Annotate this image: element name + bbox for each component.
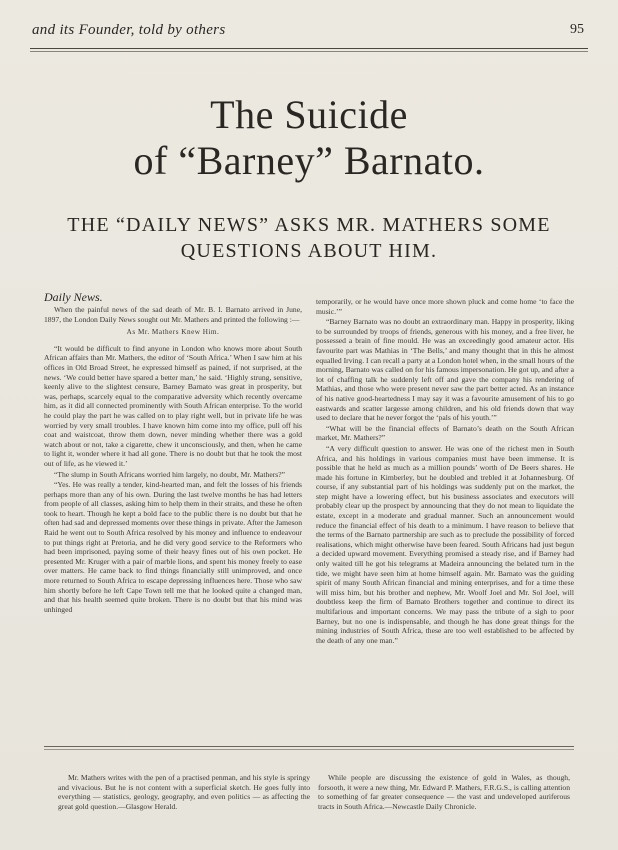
paragraph: “The slump in South Africans worried him largely, no doubt, Mr. Mathers?” <box>54 469 285 479</box>
article-title <box>30 92 588 184</box>
paragraph: temporarily, or he would have once more shown pluck and come home ‘to face the music.’” <box>316 297 574 316</box>
title-line-1: The Suicide <box>210 92 408 137</box>
paragraph: “It would be difficult to find anyone in London who knows more about South African affairs than Mr. Mathers, the editor of ‘South Africa.’ When I saw him at his offices in Old Broad Street, he expressed himself as pained, if not surprised, at the news. ‘We could better have spared a better man,’ he said. ‘Highly strung, sensitive, keenly alive to the slightest censure, Barney Barnato was great in prosperity, but was, perhaps, scarcely equal to the comparative adversity which recently overcame him, as it did all connected prominently with South African enterprise. To the world he could play the part he was called on to play right well, but in private life he was worried by very small troubles. I have known him come into my office, pull off his coat and waistcoat, throw them down, never minding whether there was a gold watch about or not, take a cigarette, chew it unconsciously, and then, when he came to light it, wonder where it had all gone. There is no doubt but that he took the most out of life, as he viewed it.’ <box>44 343 302 468</box>
right-column <box>316 297 574 646</box>
paragraph: “A very difficult question to answer. He was one of the richest men in South Africa, and his holdings in various companies must have been immense. It is possible that he held as much as a million pounds’ worth of De Beers shares. He made his fortune in Kimberley, but he doubled and trebled it at Johannesburg. Of course, if any substantial part of his holdings was suddenly put on the market, the step might have a lowering effect, but his business associates and executors will probably clear up the prospect by announcing that they do not mean to liquidate the estate, except in a moderate and gradual manner. Such an announcement would reduce the financial effect of his death to a minimum. I have reason to believe that the terms of the Barnato partnership are such as to preclude the possibility of forced realisations, which might otherwise have been feared. South Africans had just begun a decided upward movement. Everything promised a steady rise, and if Barney had only waited till he got his telegrams at Madeira announcing the belated turn in the tide, we might have seen him at home himself again. Mr. Barnato was the guiding spirit of many South African financial and mining enterprises, and for a time these will miss him, but his brother and nephew, Mr. Woolf Joel and Mr. Sol Joel, will doubtless keep the firm of Barnato Brothers together and continue to direct its multifarious and important concerns. We may pass the tribute of a sigh to poor Barney, but no one is indispensable, and though he has done great things for the mining industries of South Africa, these are too well established to be affected by the death of any one man.” <box>316 443 574 645</box>
paragraph: When the painful news of the sad death of Mr. B. I. Barnato arrived in June, 1897, the London Daily News sought out Mr. Mathers and printed the following :— <box>44 305 302 324</box>
title-line-2: of “Barney” Barnato. <box>133 138 485 183</box>
subtitle-line-2: QUESTIONS ABOUT HIM. <box>180 240 438 262</box>
running-title: and its Founder, told by others <box>32 22 226 38</box>
page-header <box>30 20 588 44</box>
press-quote-left <box>58 773 310 811</box>
left-column <box>44 290 302 615</box>
footer-rule-thin <box>44 749 574 750</box>
article-subtitle <box>30 212 588 264</box>
subtitle-line-1: THE “DAILY NEWS” ASKS MR. MATHERS SOME <box>67 214 551 236</box>
press-quote-right <box>318 773 570 811</box>
paragraph: “Barney Barnato was no doubt an extraordinary man. Happy in prosperity, liking to be surrounded by troops of friends, generous with his money, and a free liver, he possessed a brain of fine mould. He was an exceedingly good amateur actor. His favourite part was Mathias in ‘The Bells,’ and many thought that in this he almost equalled Irving. I can recall a party at a London hotel when, in the small hours of the morning, Barnato was called on for his famous impersonation. He got up, and after a lot of chaffing talk he suddenly left off and gave the company his rendering of Mathias, and those who were present never saw the part better acted. As an instance of his native good-heartedness I may say it was a favourite amusement of his to go eastwards and scatter largesse among children, and his old friends down that way used to declare that he never forgot the ‘pals of his youth.’” <box>316 317 574 423</box>
section-heading: As Mr. Mathers Knew Him. <box>126 328 220 337</box>
page-number: 95 <box>570 22 584 37</box>
footer-rule <box>44 746 574 747</box>
header-rule <box>30 48 588 49</box>
press-quote-text: While people are discussing the existence of gold in Wales, as though, forsooth, it were a new thing, Mr. Edward P. Mathers, F.R.G.S., is calling attention to something of far greater consequence — the vast and undeveloped auriferous tracts in South Africa.—Newcastle Daily Chronicle. <box>318 773 570 811</box>
paragraph: “What will be the financial effects of Barnato’s death on the South African market, Mr. Mathers?” <box>316 423 574 443</box>
press-quote-text: Mr. Mathers writes with the pen of a practised penman, and his style is springy and vivacious. But he is not content with a superficial sketch. He goes fully into everything — statistics, geology, geography, and even politics — as affecting the great gold question.—Glasgow Herald. <box>58 773 310 811</box>
paragraph: “Yes. He was really a tender, kind-hearted man, and felt the losses of his friends perhaps more than any of his own. During the last twelve months he has had letters from people of all classes, asking him to help them in their straits, and these he often took to heart. Though he kept a bold face to the public there is no doubt but that he often had sad and depressed moments over these things in private. After the Jameson Raid he went out to South Africa resolved by his money and influence to endeavour to put things right at Pretoria, and he did very good service to the Reformers who had been imprisoned, paying some of their heavy fines out of his own pocket. He presented Mr. Kruger with a pair of marble lions, and spent his money freely to ease over matters. He came back to find things financially still unimproved, and once more returned to South Africa to escape depressing influences here. Those who saw him shortly before he left Cape Town tell me that he looked quite a changed man, and that his health seemed quite broken. There is no doubt but that his mind was unhinged <box>44 480 302 614</box>
source-name: Daily News. <box>44 290 103 304</box>
header-rule-thin <box>30 51 588 52</box>
